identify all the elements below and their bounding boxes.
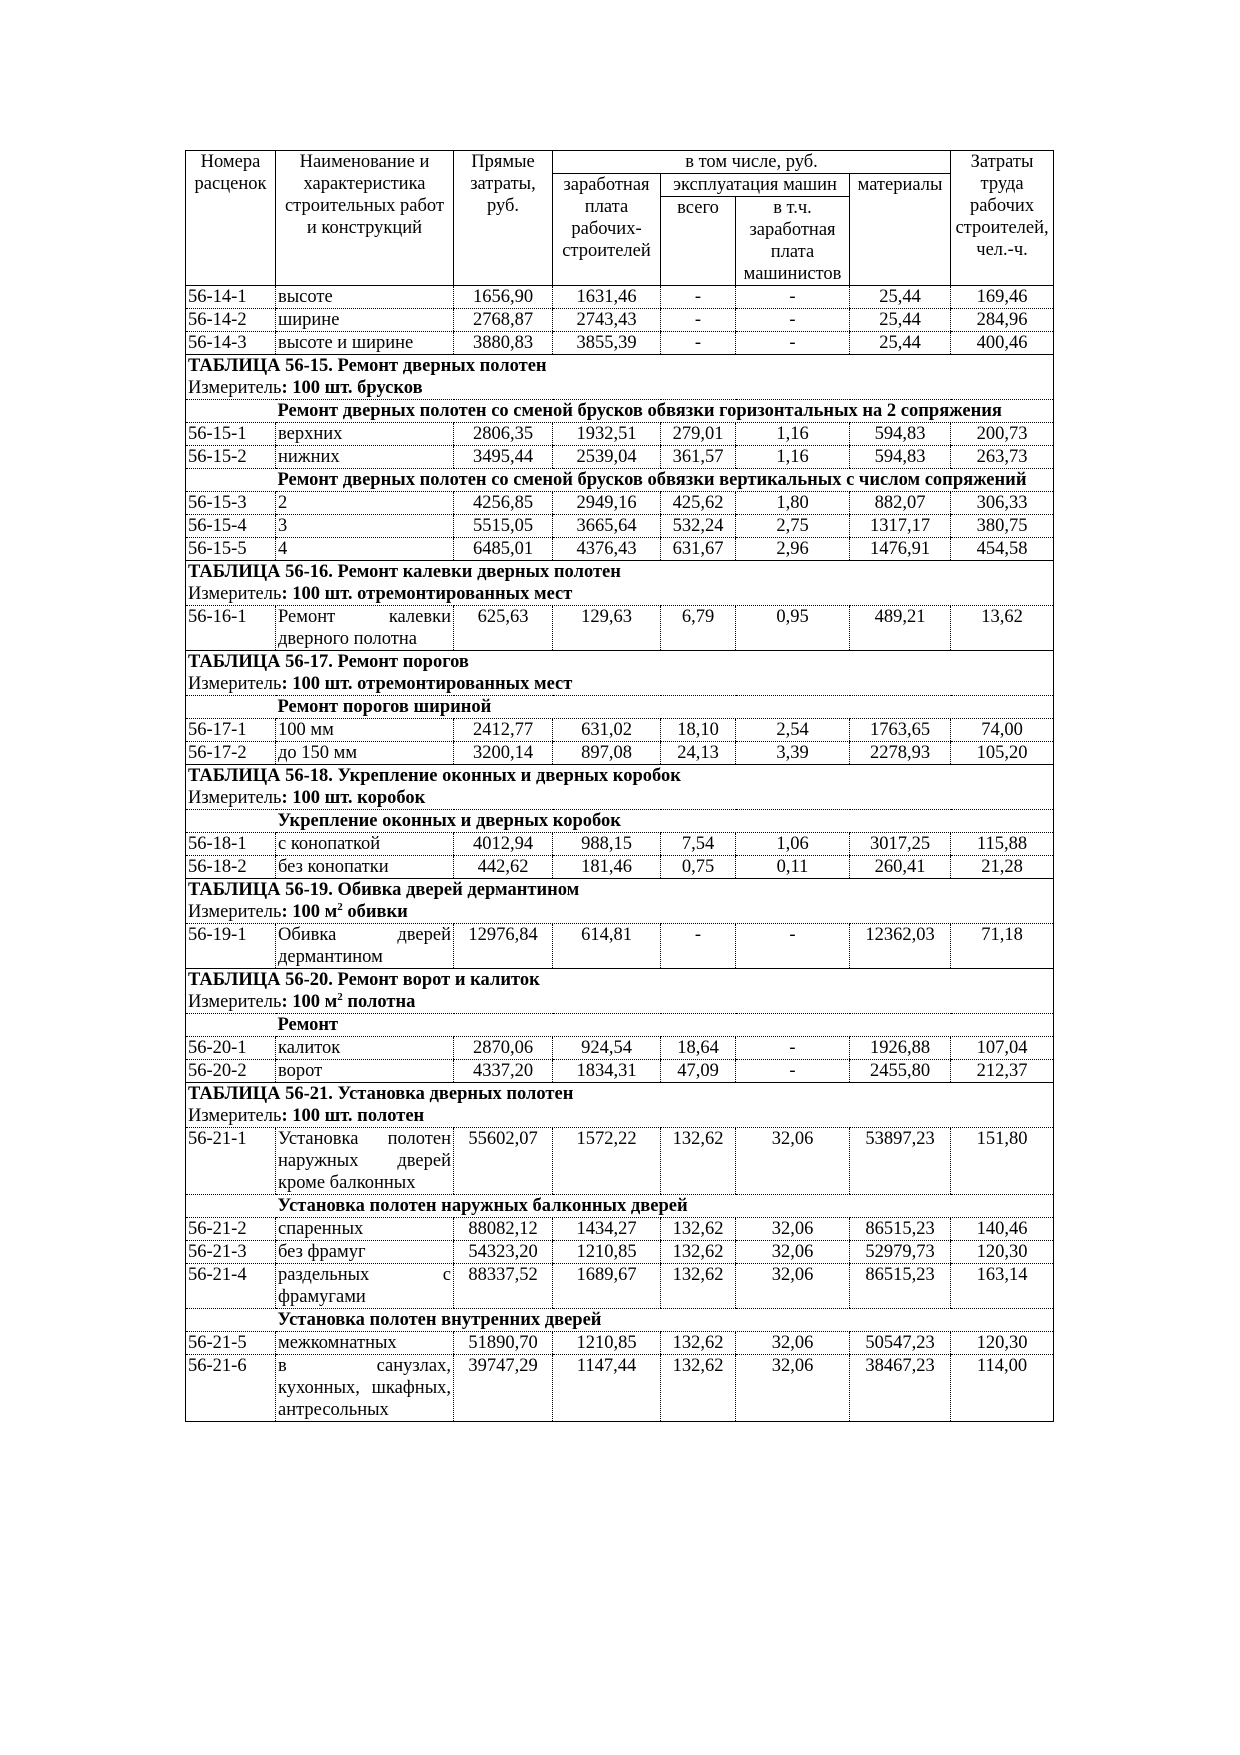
materials-cost: 260,41: [850, 856, 951, 879]
labor-cost: 380,75: [951, 515, 1054, 538]
work-name: Ремонт калевки дверного полотна: [276, 606, 454, 651]
group-header-row: [186, 696, 1054, 719]
machines-wage: -: [736, 286, 850, 309]
group-header-row: [186, 400, 1054, 423]
wage-cost: 1689,67: [553, 1264, 661, 1309]
rate-code: 56-21-2: [186, 1218, 276, 1241]
table-row: [186, 1264, 1054, 1309]
machines-wage: -: [736, 309, 850, 332]
materials-cost: 2455,80: [850, 1060, 951, 1083]
group-header-row: [186, 1195, 1054, 1218]
table-row: [186, 1332, 1054, 1355]
table-row: [186, 719, 1054, 742]
header-row-1: [186, 151, 1054, 174]
table-row: [186, 856, 1054, 879]
materials-cost: 882,07: [850, 492, 951, 515]
wage-cost: 614,81: [553, 924, 661, 969]
materials-cost: 2278,93: [850, 742, 951, 765]
machines-total: 132,62: [661, 1355, 736, 1422]
labor-cost: 120,30: [951, 1332, 1054, 1355]
work-name: 100 мм: [276, 719, 454, 742]
header-labor: Затраты труда рабочих строителей, чел.-ч.: [951, 151, 1054, 286]
direct-cost: 5515,05: [454, 515, 553, 538]
labor-cost: 169,46: [951, 286, 1054, 309]
machines-total: 425,62: [661, 492, 736, 515]
machines-total: -: [661, 924, 736, 969]
machines-wage: 2,75: [736, 515, 850, 538]
table-row: [186, 1241, 1054, 1264]
rate-code: 56-14-3: [186, 332, 276, 355]
group-header: Ремонт дверных полотен со сменой брусков обвязки горизонтальных на 2 сопряжения: [276, 400, 1054, 423]
direct-cost: 442,62: [454, 856, 553, 879]
materials-cost: 38467,23: [850, 1355, 951, 1422]
direct-cost: 1656,90: [454, 286, 553, 309]
work-name: 4: [276, 538, 454, 561]
table-row: [186, 515, 1054, 538]
work-name: высоте и ширине: [276, 332, 454, 355]
materials-cost: 50547,23: [850, 1332, 951, 1355]
group-spacer: [186, 469, 276, 492]
direct-cost: 55602,07: [454, 1128, 553, 1195]
wage-cost: 3855,39: [553, 332, 661, 355]
measure-after: обивки: [342, 902, 408, 922]
machines-total: 132,62: [661, 1332, 736, 1355]
table-title-row: [186, 879, 1054, 902]
wage-cost: 4376,43: [553, 538, 661, 561]
group-header-row: [186, 810, 1054, 833]
table-row: [186, 446, 1054, 469]
materials-cost: 12362,03: [850, 924, 951, 969]
group-spacer: [186, 400, 276, 423]
direct-cost: 88082,12: [454, 1218, 553, 1241]
table-row: [186, 332, 1054, 355]
group-spacer: [186, 696, 276, 719]
labor-cost: 21,28: [951, 856, 1054, 879]
wage-cost: 1572,22: [553, 1128, 661, 1195]
machines-total: 532,24: [661, 515, 736, 538]
materials-cost: 86515,23: [850, 1264, 951, 1309]
materials-cost: 53897,23: [850, 1128, 951, 1195]
machines-wage: -: [736, 1060, 850, 1083]
direct-cost: 4256,85: [454, 492, 553, 515]
labor-cost: 212,37: [951, 1060, 1054, 1083]
materials-cost: 594,83: [850, 423, 951, 446]
materials-cost: 1926,88: [850, 1037, 951, 1060]
work-name: с конопаткой: [276, 833, 454, 856]
work-name: ширине: [276, 309, 454, 332]
machines-total: 132,62: [661, 1241, 736, 1264]
materials-cost: 1317,17: [850, 515, 951, 538]
group-header: Установка полотен наружных балконных дверей: [276, 1195, 1054, 1218]
rate-code: 56-14-1: [186, 286, 276, 309]
work-name: ворот: [276, 1060, 454, 1083]
machines-wage: -: [736, 1037, 850, 1060]
measure-label: Измеритель: [188, 584, 282, 604]
labor-cost: 115,88: [951, 833, 1054, 856]
table-title: ТАБЛИЦА 56-21. Установка дверных полотен: [186, 1083, 1054, 1106]
rate-code: 56-21-1: [186, 1128, 276, 1195]
direct-cost: 54323,20: [454, 1241, 553, 1264]
machines-wage: 32,06: [736, 1355, 850, 1422]
measure-row: [186, 673, 1054, 696]
wage-cost: 181,46: [553, 856, 661, 879]
machines-total: -: [661, 286, 736, 309]
header-direct: Прямые затраты, руб.: [454, 151, 553, 286]
measure-unit: [186, 673, 1054, 696]
wage-cost: 1434,27: [553, 1218, 661, 1241]
rate-code: 56-14-2: [186, 309, 276, 332]
rate-code: 56-21-3: [186, 1241, 276, 1264]
wage-cost: 129,63: [553, 606, 661, 651]
table-row: [186, 1355, 1054, 1422]
direct-cost: 88337,52: [454, 1264, 553, 1309]
table-title-row: [186, 355, 1054, 378]
machines-wage: 1,16: [736, 446, 850, 469]
direct-cost: 3200,14: [454, 742, 553, 765]
measure-label: Измеритель: [188, 992, 282, 1012]
table-row: [186, 1060, 1054, 1083]
rate-code: 56-21-6: [186, 1355, 276, 1422]
measure-unit: [186, 787, 1054, 810]
measure-value: : 100 шт. отремонтированных мест: [281, 674, 573, 694]
machines-total: 24,13: [661, 742, 736, 765]
measure-sup: 2: [337, 901, 343, 913]
measure-row: [186, 1105, 1054, 1128]
group-spacer: [186, 1014, 276, 1037]
machines-total: 47,09: [661, 1060, 736, 1083]
machines-total: 18,64: [661, 1037, 736, 1060]
rate-code: 56-15-3: [186, 492, 276, 515]
header-machines-total: всего: [661, 197, 736, 286]
machines-total: 7,54: [661, 833, 736, 856]
wage-cost: 2539,04: [553, 446, 661, 469]
measure-row: [186, 991, 1054, 1014]
measure-row: [186, 787, 1054, 810]
machines-wage: 1,06: [736, 833, 850, 856]
labor-cost: 284,96: [951, 309, 1054, 332]
table-row: [186, 606, 1054, 651]
measure-value: : 100 шт. брусков: [281, 378, 423, 398]
machines-wage: 2,96: [736, 538, 850, 561]
wage-cost: 3665,64: [553, 515, 661, 538]
wage-cost: 631,02: [553, 719, 661, 742]
header-wage: заработная плата рабочих-строителей: [553, 174, 661, 286]
labor-cost: 400,46: [951, 332, 1054, 355]
materials-cost: 52979,73: [850, 1241, 951, 1264]
table-title-row: [186, 1083, 1054, 1106]
table-title-row: [186, 765, 1054, 788]
measure-value: : 100 шт. полотен: [281, 1106, 425, 1126]
machines-wage: 1,16: [736, 423, 850, 446]
table-title: ТАБЛИЦА 56-18. Укрепление оконных и дверных коробок: [186, 765, 1054, 788]
machines-total: 18,10: [661, 719, 736, 742]
machines-wage: 32,06: [736, 1241, 850, 1264]
wage-cost: 1834,31: [553, 1060, 661, 1083]
group-header-row: [186, 1014, 1054, 1037]
table-row: [186, 538, 1054, 561]
table-title: ТАБЛИЦА 56-16. Ремонт калевки дверных полотен: [186, 561, 1054, 584]
direct-cost: 3495,44: [454, 446, 553, 469]
machines-wage: 32,06: [736, 1218, 850, 1241]
measure-label: Измеритель: [188, 1106, 282, 1126]
work-name: до 150 мм: [276, 742, 454, 765]
rate-code: 56-19-1: [186, 924, 276, 969]
machines-total: 279,01: [661, 423, 736, 446]
work-name: межкомнатных: [276, 1332, 454, 1355]
materials-cost: 489,21: [850, 606, 951, 651]
labor-cost: 13,62: [951, 606, 1054, 651]
machines-total: -: [661, 309, 736, 332]
table-row: [186, 492, 1054, 515]
measure-sup: 2: [337, 991, 343, 1003]
direct-cost: 2768,87: [454, 309, 553, 332]
table-title: ТАБЛИЦА 56-20. Ремонт ворот и калиток: [186, 969, 1054, 992]
materials-cost: 25,44: [850, 286, 951, 309]
measure-unit: [186, 1105, 1054, 1128]
table-title-row: [186, 969, 1054, 992]
labor-cost: 120,30: [951, 1241, 1054, 1264]
wage-cost: 924,54: [553, 1037, 661, 1060]
work-name: раздельных с фрамугами: [276, 1264, 454, 1309]
measure-label: Измеритель: [188, 674, 282, 694]
direct-cost: 2870,06: [454, 1037, 553, 1060]
table-row: [186, 1037, 1054, 1060]
table-title-row: [186, 561, 1054, 584]
rate-code: 56-15-4: [186, 515, 276, 538]
measure-row: [186, 583, 1054, 606]
rate-code: 56-21-4: [186, 1264, 276, 1309]
table-title: ТАБЛИЦА 56-17. Ремонт порогов: [186, 651, 1054, 674]
labor-cost: 163,14: [951, 1264, 1054, 1309]
materials-cost: 25,44: [850, 309, 951, 332]
materials-cost: 1476,91: [850, 538, 951, 561]
table-row: [186, 924, 1054, 969]
rate-code: 56-15-1: [186, 423, 276, 446]
table-row: [186, 833, 1054, 856]
work-name: 3: [276, 515, 454, 538]
labor-cost: 263,73: [951, 446, 1054, 469]
wage-cost: 1631,46: [553, 286, 661, 309]
direct-cost: 4337,20: [454, 1060, 553, 1083]
machines-total: 132,62: [661, 1218, 736, 1241]
work-name: высоте: [276, 286, 454, 309]
rates-table: [185, 150, 1054, 1422]
machines-total: 0,75: [661, 856, 736, 879]
wage-cost: 1932,51: [553, 423, 661, 446]
rate-code: 56-21-5: [186, 1332, 276, 1355]
direct-cost: 2806,35: [454, 423, 553, 446]
measure-unit: [186, 991, 1054, 1014]
group-header: Установка полотен внутренних дверей: [276, 1309, 1054, 1332]
table-row: [186, 423, 1054, 446]
machines-wage: 3,39: [736, 742, 850, 765]
machines-total: -: [661, 332, 736, 355]
rate-code: 56-20-1: [186, 1037, 276, 1060]
labor-cost: 107,04: [951, 1037, 1054, 1060]
rate-code: 56-18-2: [186, 856, 276, 879]
group-header-row: [186, 1309, 1054, 1332]
work-name: калиток: [276, 1037, 454, 1060]
measure-label: Измеритель: [188, 788, 282, 808]
direct-cost: 3880,83: [454, 332, 553, 355]
direct-cost: 6485,01: [454, 538, 553, 561]
wage-cost: 1147,44: [553, 1355, 661, 1422]
measure-label: Измеритель: [188, 378, 282, 398]
machines-wage: -: [736, 924, 850, 969]
measure-value: : 100 шт. коробок: [281, 788, 426, 808]
labor-cost: 105,20: [951, 742, 1054, 765]
measure-value: : 100 шт. отремонтированных мест: [281, 584, 573, 604]
wage-cost: 2949,16: [553, 492, 661, 515]
direct-cost: 2412,77: [454, 719, 553, 742]
machines-wage: 32,06: [736, 1264, 850, 1309]
header-name: Наименование и характеристика строительных работ и конструкций: [276, 151, 454, 286]
measure-unit: [186, 377, 1054, 400]
table-title-row: [186, 651, 1054, 674]
measure-unit: [186, 583, 1054, 606]
header-code: Номера расценок: [186, 151, 276, 286]
measure-row: [186, 377, 1054, 400]
rate-code: 56-17-2: [186, 742, 276, 765]
group-header-row: [186, 469, 1054, 492]
work-name: без фрамуг: [276, 1241, 454, 1264]
direct-cost: 625,63: [454, 606, 553, 651]
work-name: 2: [276, 492, 454, 515]
work-name: нижних: [276, 446, 454, 469]
machines-total: 6,79: [661, 606, 736, 651]
rate-code: 56-15-5: [186, 538, 276, 561]
direct-cost: 12976,84: [454, 924, 553, 969]
wage-cost: 988,15: [553, 833, 661, 856]
wage-cost: 1210,85: [553, 1241, 661, 1264]
rate-code: 56-20-2: [186, 1060, 276, 1083]
machines-wage: 0,95: [736, 606, 850, 651]
group-spacer: [186, 810, 276, 833]
direct-cost: 4012,94: [454, 833, 553, 856]
table-row: [186, 742, 1054, 765]
wage-cost: 2743,43: [553, 309, 661, 332]
group-header: Укрепление оконных и дверных коробок: [276, 810, 1054, 833]
labor-cost: 151,80: [951, 1128, 1054, 1195]
header-machines: эксплуатация машин: [661, 174, 850, 197]
table-row: [186, 309, 1054, 332]
table-row: [186, 286, 1054, 309]
machines-wage: 0,11: [736, 856, 850, 879]
machines-total: 361,57: [661, 446, 736, 469]
header-materials: материалы: [850, 174, 951, 286]
work-name: Обивка дверей дермантином: [276, 924, 454, 969]
machines-total: 631,67: [661, 538, 736, 561]
materials-cost: 25,44: [850, 332, 951, 355]
table-row: [186, 1128, 1054, 1195]
machines-wage: 32,06: [736, 1332, 850, 1355]
work-name: Установка полотен наружных дверей кроме балконных: [276, 1128, 454, 1195]
header-machines-wage: в т.ч. заработная плата машинистов: [736, 197, 850, 286]
group-spacer: [186, 1309, 276, 1332]
materials-cost: 594,83: [850, 446, 951, 469]
work-name: без конопатки: [276, 856, 454, 879]
group-spacer: [186, 1195, 276, 1218]
wage-cost: 1210,85: [553, 1332, 661, 1355]
work-name: верхних: [276, 423, 454, 446]
machines-wage: 1,80: [736, 492, 850, 515]
table-body: [186, 151, 1054, 1422]
table-title: ТАБЛИЦА 56-15. Ремонт дверных полотен: [186, 355, 1054, 378]
table-row: [186, 1218, 1054, 1241]
labor-cost: 140,46: [951, 1218, 1054, 1241]
machines-wage: 32,06: [736, 1128, 850, 1195]
labor-cost: 306,33: [951, 492, 1054, 515]
direct-cost: 39747,29: [454, 1355, 553, 1422]
labor-cost: 74,00: [951, 719, 1054, 742]
machines-total: 132,62: [661, 1264, 736, 1309]
direct-cost: 51890,70: [454, 1332, 553, 1355]
labor-cost: 454,58: [951, 538, 1054, 561]
materials-cost: 86515,23: [850, 1218, 951, 1241]
work-name: спаренных: [276, 1218, 454, 1241]
header-including: в том числе, руб.: [553, 151, 951, 174]
rate-code: 56-15-2: [186, 446, 276, 469]
measure-after: полотна: [342, 992, 416, 1012]
measure-value: : 100 м: [281, 992, 338, 1012]
labor-cost: 200,73: [951, 423, 1054, 446]
group-header: Ремонт: [276, 1014, 1054, 1037]
work-name: в санузлах, кухонных, шкафных, антресольных: [276, 1355, 454, 1422]
measure-value: : 100 м: [281, 902, 338, 922]
machines-wage: 2,54: [736, 719, 850, 742]
rate-code: 56-16-1: [186, 606, 276, 651]
table-title: ТАБЛИЦА 56-19. Обивка дверей дермантином: [186, 879, 1054, 902]
labor-cost: 114,00: [951, 1355, 1054, 1422]
measure-label: Измеритель: [188, 902, 282, 922]
materials-cost: 1763,65: [850, 719, 951, 742]
group-header: Ремонт дверных полотен со сменой брусков обвязки вертикальных с числом сопряжений: [276, 469, 1054, 492]
wage-cost: 897,08: [553, 742, 661, 765]
machines-total: 132,62: [661, 1128, 736, 1195]
group-header: Ремонт порогов шириной: [276, 696, 1054, 719]
machines-wage: -: [736, 332, 850, 355]
measure-unit: [186, 901, 1054, 924]
labor-cost: 71,18: [951, 924, 1054, 969]
rate-code: 56-18-1: [186, 833, 276, 856]
rate-code: 56-17-1: [186, 719, 276, 742]
measure-row: [186, 901, 1054, 924]
materials-cost: 3017,25: [850, 833, 951, 856]
